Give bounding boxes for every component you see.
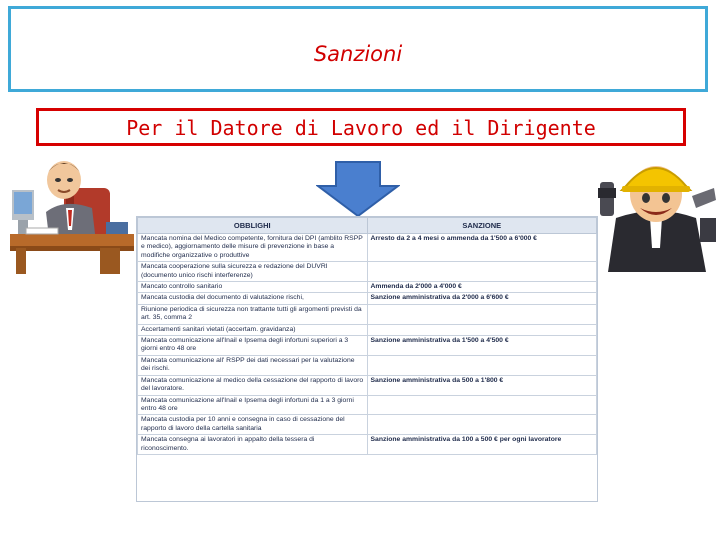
sanzione-cell: Ammenda da 2'000 a 4'000 € — [367, 282, 597, 293]
obbligo-cell: Riunione periodica di sicurezza non trattante tutti gli argomenti previsti da art. 35, comma 2 — [138, 304, 368, 324]
sanzione-cell — [367, 324, 597, 335]
table-row — [138, 395, 597, 415]
table-row — [138, 282, 597, 293]
sanzione-cell: Sanzione amministrativa da 500 a 1'800 € — [367, 375, 597, 395]
header-obblighi: OBBLIGHI — [138, 218, 368, 234]
header-sanzione: SANZIONE — [367, 218, 597, 234]
sanzione-cell: Arresto da 2 a 4 mesi o ammenda da 1'500 a 6'000 € — [367, 234, 597, 262]
obbligo-cell: Mancata cooperazione sulla sicurezza e redazione del DUVRI (documento unico rischi interferenze) — [138, 262, 368, 282]
slide-subtitle: Per il Datore di Lavoro ed il Dirigente — [126, 116, 596, 140]
table-row — [138, 304, 597, 324]
table-row — [138, 293, 597, 304]
sanzione-cell: Sanzione amministrativa da 2'000 a 6'600 € — [367, 293, 597, 304]
subtitle-box — [36, 108, 686, 146]
sanzione-cell — [367, 304, 597, 324]
obbligo-cell: Mancata custodia del documento di valutazione rischi, — [138, 293, 368, 304]
down-arrow-icon — [316, 160, 400, 218]
obbligo-cell: Mancata comunicazione all' RSPP dei dati necessari per la valutazione dei rischi. — [138, 355, 368, 375]
sanzione-cell — [367, 415, 597, 435]
sanzione-cell — [367, 355, 597, 375]
table-row — [138, 324, 597, 335]
obbligo-cell: Mancata custodia per 10 anni e consegna in caso di cessazione del rapporto di lavoro della cartella sanitaria — [138, 415, 368, 435]
table-row — [138, 435, 597, 455]
obbligo-cell: Mancata consegna ai lavoratori in appalto della tessera di riconoscimento. — [138, 435, 368, 455]
obbligo-cell: Mancata comunicazione al medico della cessazione del rapporto di lavoro del lavoratore. — [138, 375, 368, 395]
worker-with-hardhat-clipart — [596, 148, 720, 272]
obbligo-cell: Accertamenti sanitari vietati (accertam. gravidanza) — [138, 324, 368, 335]
sanzione-cell — [367, 262, 597, 282]
sanctions-table — [136, 216, 598, 502]
obbligo-cell: Mancata comunicazione all'Inail e Ipsema degli infortuni da 1 a 3 giorni entro 48 ore — [138, 395, 368, 415]
sanzione-cell: Sanzione amministrativa da 1'500 a 4'500 € — [367, 336, 597, 356]
table-header-row — [138, 218, 597, 234]
table-row — [138, 415, 597, 435]
obbligo-cell: Mancata nomina del Medico competente, fornitura dei DPI (amblito RSPP e medico), aggiornamento delle misure di prevenzione in base a modifiche organizzative o produttive — [138, 234, 368, 262]
obbligo-cell: Mancata comunicazione all'Inail e Ipsema degli infortuni superiori a 3 giorni entro 48 ore — [138, 336, 368, 356]
obbligo-cell: Mancato controllo sanitario — [138, 282, 368, 293]
slide-title: Sanzioni — [313, 42, 403, 66]
sanzione-cell: Sanzione amministrativa da 100 a 500 € per ogni lavoratore — [367, 435, 597, 455]
table-row — [138, 262, 597, 282]
table-row — [138, 355, 597, 375]
sanzione-cell — [367, 395, 597, 415]
table-row — [138, 375, 597, 395]
businessman-at-desk-clipart — [6, 150, 138, 274]
table-row — [138, 234, 597, 262]
table-row — [138, 336, 597, 356]
title-box — [8, 6, 708, 92]
